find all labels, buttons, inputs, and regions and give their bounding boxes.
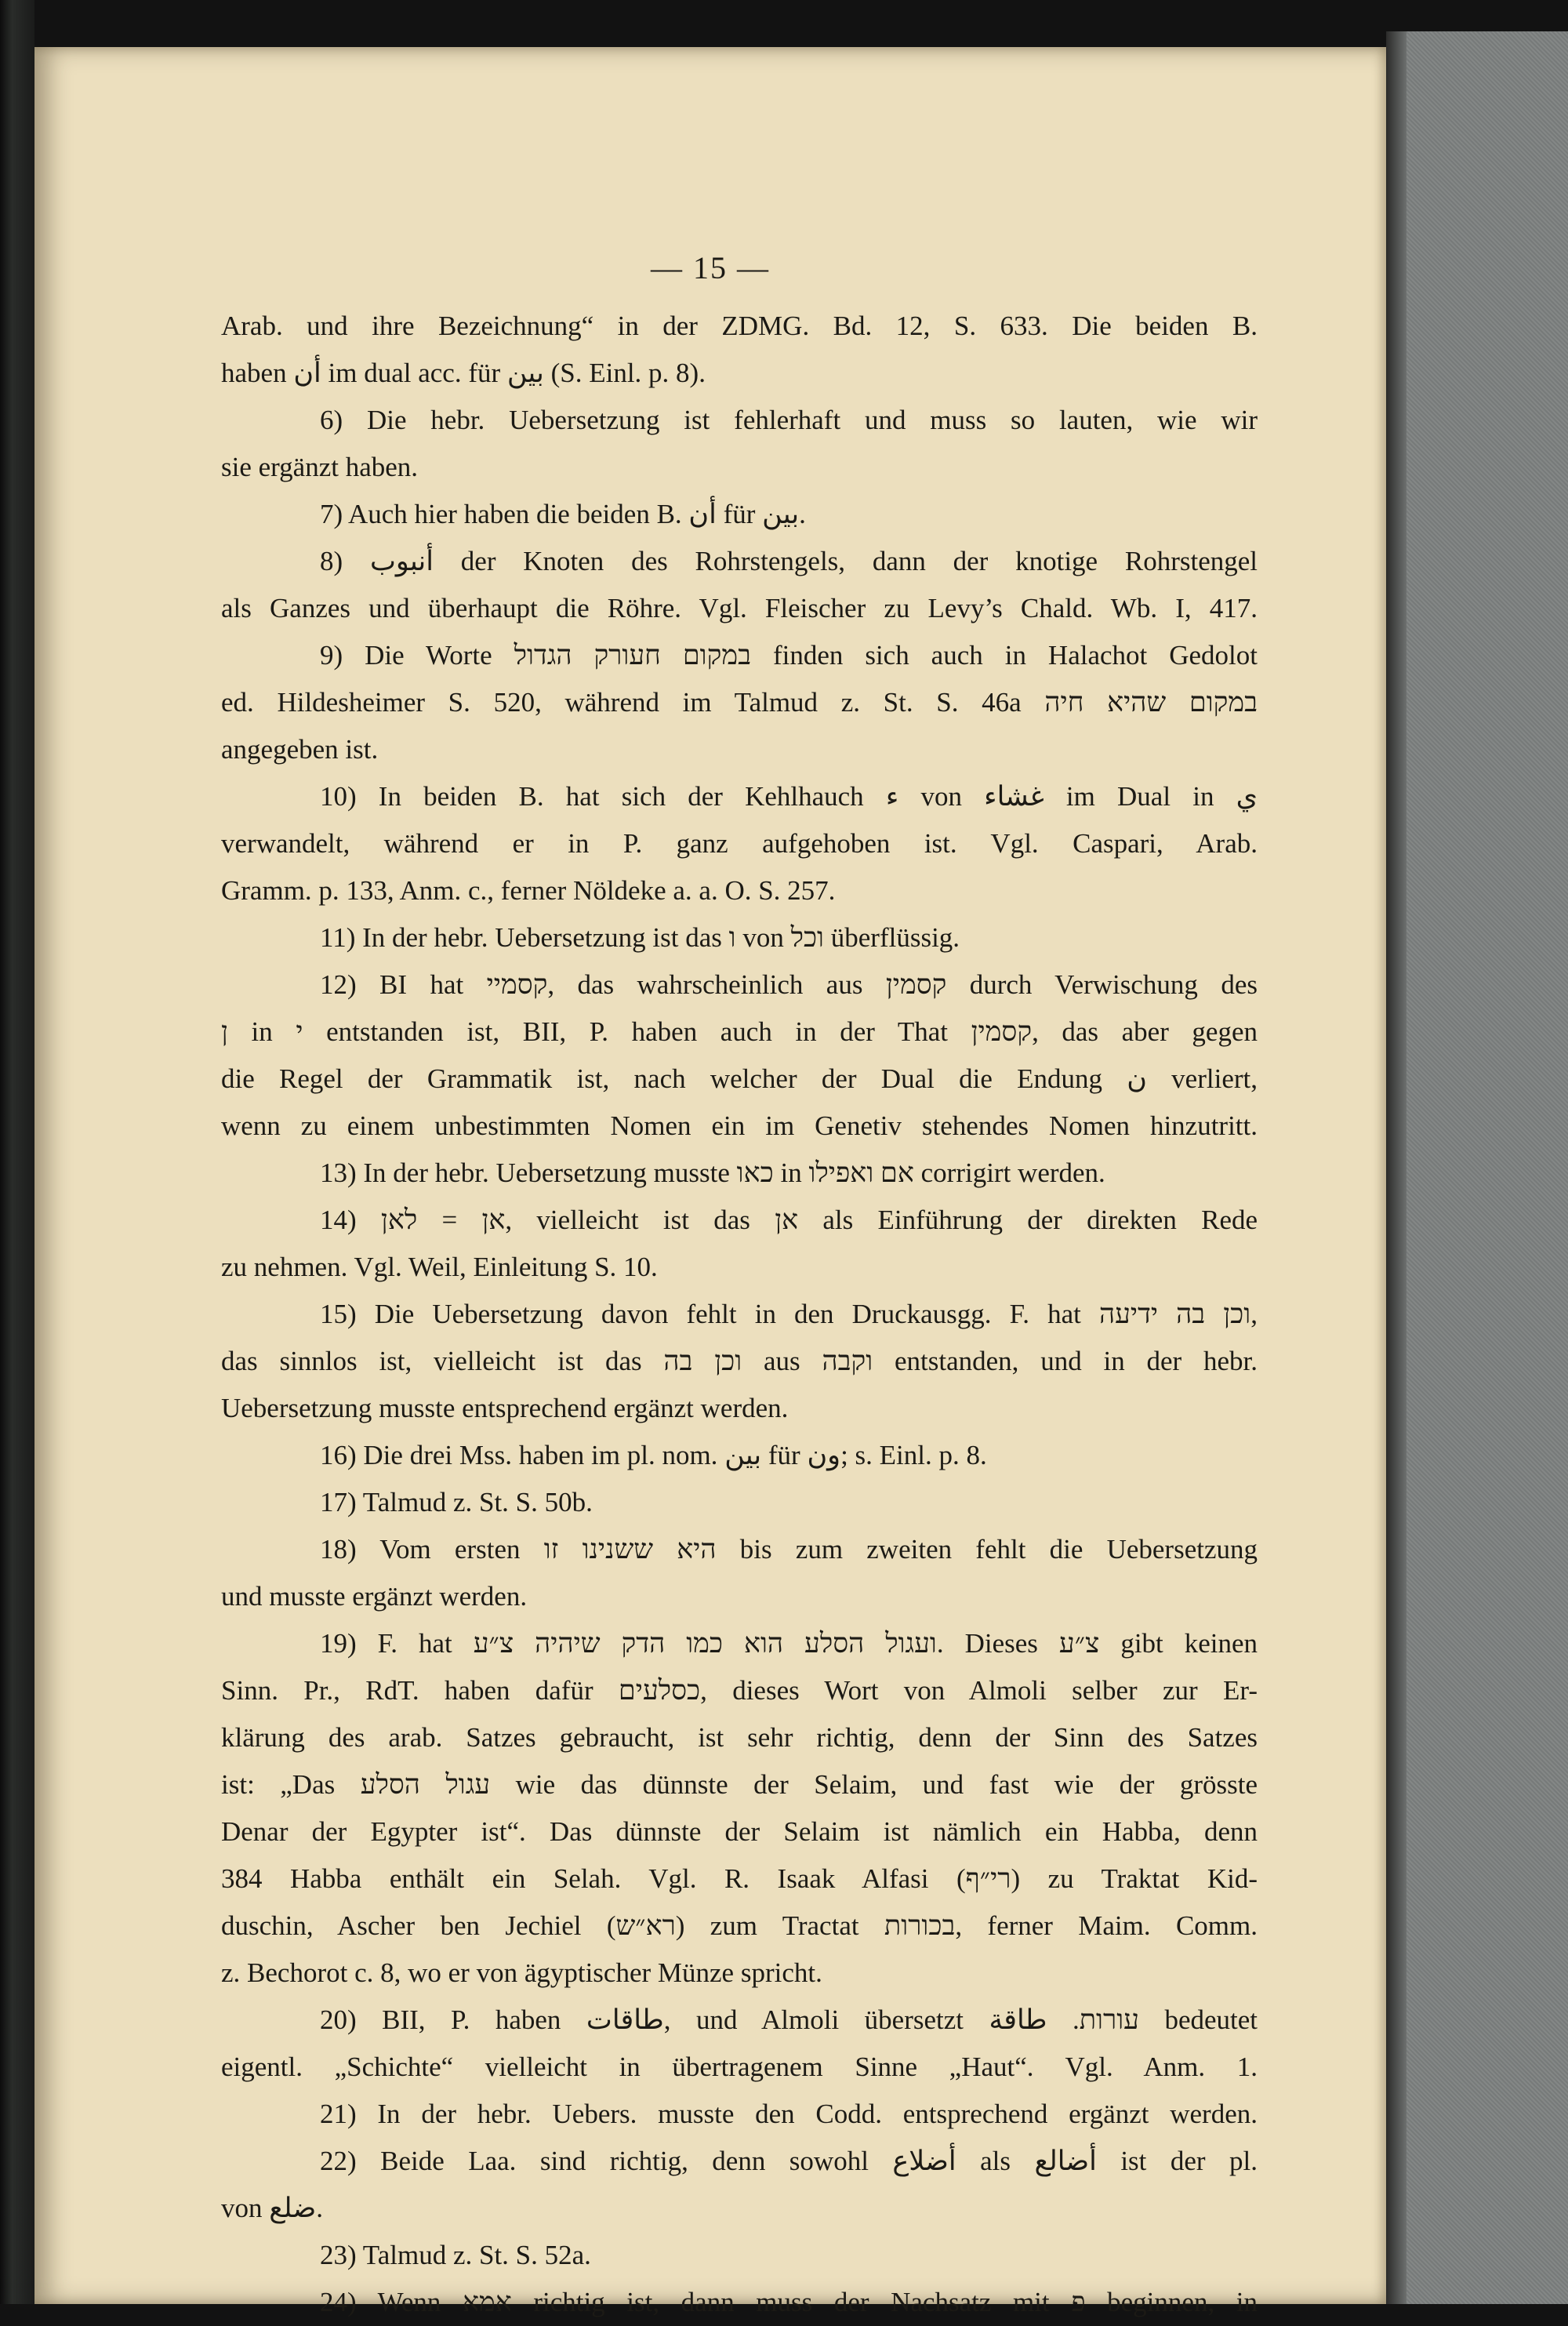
book-spine-shadow	[0, 0, 34, 2304]
text-line: z. Bechorot c. 8, wo er von ägyptischer Münze spricht.	[221, 1957, 822, 1988]
text-line: duschin, Ascher ben Jechiel (רא״ש) zum Tractat בכורות, ferner Maim. Comm.	[221, 1910, 1258, 1941]
text-line: ist: „Das עגול הסלע wie das dünnste der Selaim, und fast wie der grösste	[221, 1769, 1258, 1800]
text-line: ed. Hildesheimer S. 520, während im Talmud z. St. S. 46a במקום שהיא חיה	[221, 687, 1258, 718]
text-line: 23) Talmud z. St. S. 52a.	[320, 2240, 591, 2270]
text-line: haben أن im dual acc. für بين (S. Einl. p. 8).	[221, 358, 706, 388]
text-line: 16) Die drei Mss. haben im pl. nom. بين für ون; s. Einl. p. 8.	[320, 1440, 987, 1470]
text-line: eigentl. „Schichte“ vielleicht in übertragenem Sinne „Haut“. Vgl. Anm. 1.	[221, 2052, 1258, 2082]
text-line: 24) Wenn אמא richtig ist, dann muss der Nachsatz mit פ beginnen, in	[320, 2287, 1258, 2317]
text-line: Arab. und ihre Bezeichnung“ in der ZDMG. Bd. 12, S. 633. Die beiden B.	[221, 311, 1258, 341]
text-line: 6) Die hebr. Uebersetzung ist fehlerhaft und muss so lauten, wie wir	[320, 405, 1258, 435]
text-line: 7) Auch hier haben die beiden B. أن für بين.	[320, 499, 806, 529]
text-line: 11) In der hebr. Uebersetzung ist das ו von וכל überflüssig.	[320, 922, 960, 953]
text-line: 14) אן = לאן, vielleicht ist das אן als Einführung der direkten Rede	[320, 1205, 1258, 1235]
text-line: zu nehmen. Vgl. Weil, Einleitung S. 10.	[221, 1252, 658, 1282]
text-line: das sinnlos ist, vielleicht ist das וכן בה aus וקבה entstanden, und in der hebr.	[221, 1346, 1258, 1376]
text-line: als Ganzes und überhaupt die Röhre. Vgl. Fleischer zu Levy’s Chald. Wb. I, 417.	[221, 593, 1258, 623]
text-line: von ضلع.	[221, 2193, 323, 2223]
text-line: verwandelt, während er in P. ganz aufgehoben ist. Vgl. Caspari, Arab.	[221, 828, 1258, 859]
text-line: die Regel der Grammatik ist, nach welcher der Dual die Endung ن verliert,	[221, 1063, 1258, 1094]
text-line: 19) F. hat ועגול הסלע הוא כמו הדק שיהיה צ״ע. Dieses צ״ע gibt keinen	[320, 1628, 1258, 1659]
page-number: — 15 —	[651, 250, 770, 285]
footnote-text-block	[221, 303, 1258, 2326]
text-line: Sinn. Pr., RdT. haben dafür כסלעים, dieses Wort von Almoli selber zur Er-	[221, 1675, 1258, 1706]
text-line: 20) BII, P. haben طاقات, und Almoli übersetzt עורות. طاقة bedeutet	[320, 2004, 1258, 2035]
text-line: 10) In beiden B. hat sich der Kehlhauch ء von غشاء im Dual in ي	[320, 781, 1258, 812]
text-line: und musste ergänzt werden.	[221, 1581, 528, 1612]
text-line: 21) In der hebr. Uebers. musste den Codd. entsprechend ergänzt werden.	[320, 2099, 1258, 2129]
book-cover-board	[1386, 31, 1568, 2304]
text-line: 9) Die Worte במקום חעורק הגדול finden sich auch in Halachot Gedolot	[320, 640, 1258, 671]
text-line: klärung des arab. Satzes gebraucht, ist sehr richtig, denn der Sinn des Satzes	[221, 1722, 1258, 1753]
text-line: Uebersetzung musste entsprechend ergänzt werden.	[221, 1393, 789, 1423]
text-line: 12) BI hat קסמיי, das wahrscheinlich aus קסמין durch Verwischung des	[320, 969, 1258, 1000]
text-line: Denar der Egypter ist“. Das dünnste der Selaim ist nämlich ein Habba, denn	[221, 1816, 1258, 1847]
book-page	[34, 47, 1386, 2317]
text-line: 18) Vom ersten היא ששנינו זו bis zum zweiten fehlt die Uebersetzung	[320, 1534, 1258, 1565]
text-line: 17) Talmud z. St. S. 50b.	[320, 1487, 593, 1517]
text-line: 15) Die Uebersetzung davon fehlt in den Druckausgg. F. hat וכן בה ידיעה,	[320, 1299, 1258, 1329]
text-line: angegeben ist.	[221, 734, 379, 765]
text-line: 13) In der hebr. Uebersetzung musste כאו in אם ואפילו corrigirt werden.	[320, 1158, 1105, 1188]
text-line: 8) أنبوب der Knoten des Rohrstengels, dann der knotige Rohrstengel	[320, 546, 1258, 576]
text-line: 384 Habba enthält ein Selah. Vgl. R. Isaak Alfasi (רי״ף) zu Traktat Kid-	[221, 1863, 1258, 1894]
text-line: ן in י entstanden ist, BII, P. haben auch in der That קסמין, das aber gegen	[221, 1016, 1258, 1047]
text-line: sie ergänzt haben.	[221, 452, 419, 482]
text-line: Gramm. p. 133, Anm. c., ferner Nöldeke a. a. O. S. 257.	[221, 875, 836, 906]
text-line: 22) Beide Laa. sind richtig, denn sowohl أضلاع als أضالع ist der pl.	[320, 2146, 1258, 2176]
text-line: wenn zu einem unbestimmten Nomen ein im Genetiv stehendes Nomen hinzutritt.	[221, 1110, 1258, 1141]
